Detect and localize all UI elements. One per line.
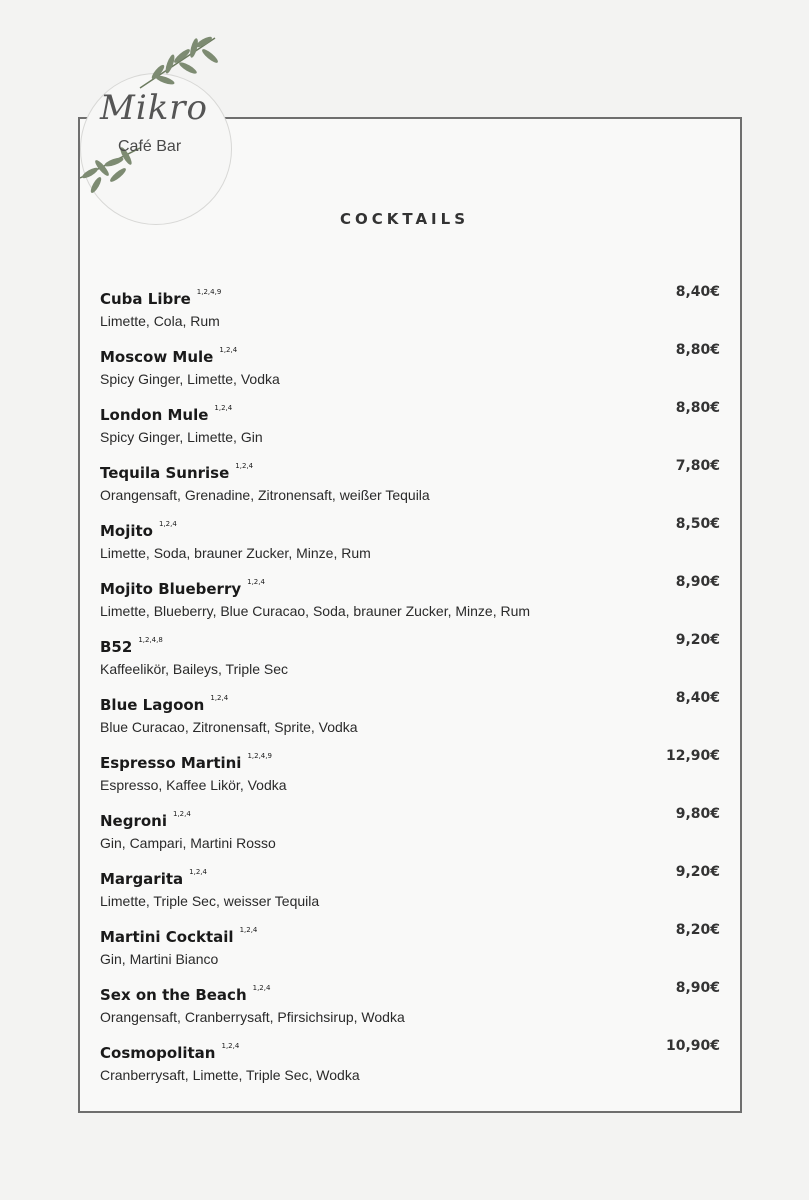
drink-price: 12,90€ xyxy=(665,748,720,764)
allergen-codes: 1,2,4 xyxy=(219,346,238,354)
allergen-codes: 1,2,4 xyxy=(210,694,229,702)
drink-name: Blue Lagoon xyxy=(100,696,205,714)
allergen-codes: 1,2,4,8 xyxy=(138,636,163,644)
drink-price: 8,40€ xyxy=(675,690,720,706)
menu-item xyxy=(100,451,722,509)
drink-name: Martini Cocktail xyxy=(100,928,234,946)
drink-price: 7,80€ xyxy=(675,458,720,474)
allergen-codes: 1,2,4,9 xyxy=(247,752,272,760)
allergen-codes: 1,2,4 xyxy=(173,810,191,818)
drink-price: 9,20€ xyxy=(675,632,720,648)
drink-name: Cuba Libre xyxy=(100,290,191,308)
drink-name: B52 xyxy=(100,638,133,656)
drink-ingredients: Spicy Ginger, Limette, Vodka xyxy=(100,371,280,387)
drink-ingredients: Espresso, Kaffee Likör, Vodka xyxy=(100,777,287,793)
menu-item-header xyxy=(100,625,722,655)
logo-subtitle: Café Bar xyxy=(118,138,182,155)
drink-ingredients: Kaffeelikör, Baileys, Triple Sec xyxy=(100,661,289,677)
menu-item-header xyxy=(100,683,722,713)
menu-item-header xyxy=(100,393,722,423)
allergen-codes: 1,2,4 xyxy=(159,520,177,528)
drink-price: 9,80€ xyxy=(675,806,720,822)
drink-name: Sex on the Beach xyxy=(100,986,247,1004)
drink-name: Cosmopolitan xyxy=(100,1044,216,1062)
drink-name: Margarita xyxy=(100,870,184,888)
menu-item-header xyxy=(100,451,722,481)
drink-ingredients: Gin, Martini Bianco xyxy=(100,951,219,967)
menu-item xyxy=(100,857,722,915)
drink-name: Mojito Blueberry xyxy=(100,580,242,598)
menu-item-header xyxy=(100,973,722,1003)
menu-item xyxy=(100,799,722,857)
menu-item-header xyxy=(100,509,722,539)
allergen-codes: 1,2,4 xyxy=(221,1042,240,1050)
drink-price: 10,90€ xyxy=(665,1038,720,1054)
menu-item xyxy=(100,335,722,393)
drink-price: 9,20€ xyxy=(675,864,720,880)
drink-ingredients: Limette, Triple Sec, weisser Tequila xyxy=(100,893,320,909)
allergen-codes: 1,2,4 xyxy=(189,868,207,876)
menu-item xyxy=(100,741,722,799)
menu-item xyxy=(100,915,722,973)
cocktail-list xyxy=(100,277,722,1089)
menu-heading: COCKTAILS xyxy=(339,210,469,228)
drink-ingredients: Spicy Ginger, Limette, Gin xyxy=(100,429,263,445)
drink-price: 8,20€ xyxy=(675,922,720,938)
drink-ingredients: Limette, Cola, Rum xyxy=(100,313,220,329)
drink-price: 8,80€ xyxy=(675,400,720,416)
drink-ingredients: Cranberrysaft, Limette, Triple Sec, Wodka xyxy=(100,1067,360,1083)
drink-price: 8,90€ xyxy=(675,574,720,590)
drink-ingredients: Orangensaft, Cranberrysaft, Pfirsichsirup, Wodka xyxy=(100,1009,405,1025)
drink-price: 8,50€ xyxy=(675,516,720,532)
allergen-codes: 1,2,4 xyxy=(214,404,233,412)
drink-name: Tequila Sunrise xyxy=(100,464,230,482)
menu-item xyxy=(100,973,722,1031)
drink-ingredients: Gin, Campari, Martini Rosso xyxy=(100,835,276,851)
drink-ingredients: Limette, Soda, brauner Zucker, Minze, Rum xyxy=(100,545,371,561)
menu-item-header xyxy=(100,857,722,887)
drink-name: Mojito xyxy=(100,522,153,540)
menu-item-header xyxy=(100,741,722,771)
allergen-codes: 1,2,4 xyxy=(252,984,271,992)
allergen-codes: 1,2,4,9 xyxy=(196,288,222,296)
logo-title: Mikro xyxy=(100,88,209,128)
menu-item-header xyxy=(100,277,722,307)
drink-name: Espresso Martini xyxy=(100,754,242,772)
menu-item-header xyxy=(100,1031,722,1061)
drink-price: 8,90€ xyxy=(675,980,720,996)
menu-item xyxy=(100,277,722,335)
allergen-codes: 1,2,4 xyxy=(239,926,258,934)
allergen-codes: 1,2,4 xyxy=(247,578,265,586)
menu-item xyxy=(100,393,722,451)
menu-item-header xyxy=(100,799,722,829)
allergen-codes: 1,2,4 xyxy=(235,462,254,470)
drink-ingredients: Blue Curacao, Zitronensaft, Sprite, Vodka xyxy=(100,719,358,735)
drink-price: 8,40€ xyxy=(675,284,720,300)
cafe-logo xyxy=(70,28,240,203)
menu-item-header xyxy=(100,915,722,945)
drink-price: 8,80€ xyxy=(675,342,720,358)
menu-item xyxy=(100,625,722,683)
drink-name: Negroni xyxy=(100,812,167,830)
menu-item xyxy=(100,509,722,567)
menu-item-header xyxy=(100,567,722,597)
menu-item xyxy=(100,683,722,741)
drink-ingredients: Orangensaft, Grenadine, Zitronensaft, weißer Tequila xyxy=(100,487,430,503)
menu-item xyxy=(100,567,722,625)
drink-name: Moscow Mule xyxy=(100,348,214,366)
menu-item-header xyxy=(100,335,722,365)
menu-item xyxy=(100,1031,722,1089)
drink-name: London Mule xyxy=(100,406,209,424)
drink-ingredients: Limette, Blueberry, Blue Curacao, Soda, brauner Zucker, Minze, Rum xyxy=(100,603,531,619)
